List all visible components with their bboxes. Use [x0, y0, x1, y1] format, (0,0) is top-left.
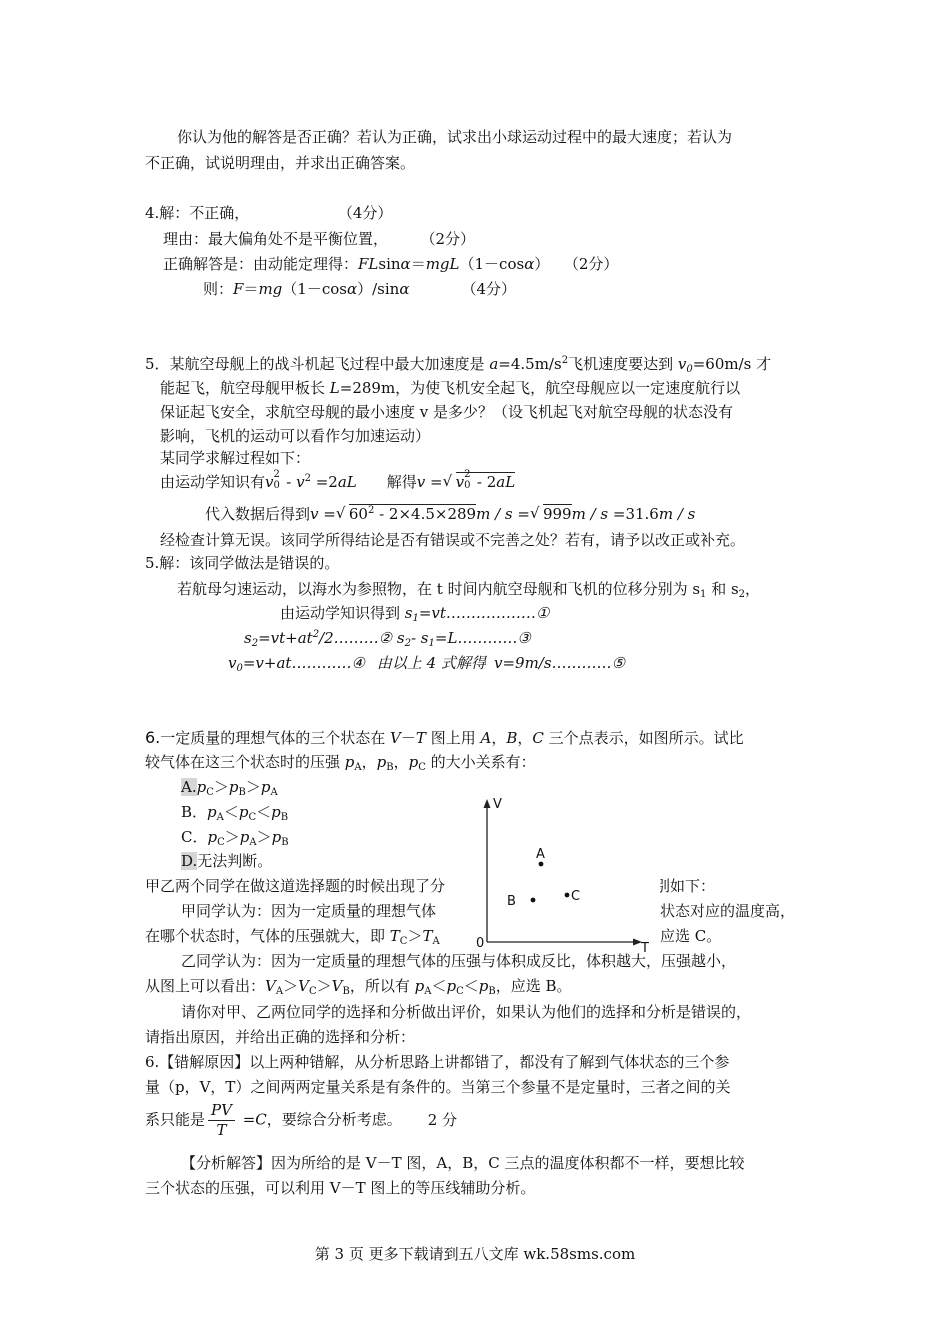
q4-then-term: （1－cos — [282, 280, 347, 298]
q6-var: B — [506, 729, 518, 747]
q6-line11 — [145, 976, 572, 996]
q6-text: ＞ — [256, 828, 272, 846]
q6-var: p — [271, 828, 282, 846]
q4-then-term: ）/sin — [357, 280, 400, 298]
q5-text: 999 — [542, 505, 572, 523]
q6-var: p — [196, 778, 207, 796]
q4-eq-term: （1－cos — [459, 255, 525, 273]
q5-text: 5．某航空母舰上的战斗机起飞过程中最大加速度是 — [145, 355, 490, 373]
q5-circled-number: ① — [535, 604, 550, 622]
q5-line5: 某同学求解过程如下： — [160, 449, 311, 467]
q5-var: aL — [337, 473, 357, 491]
q5-line11 — [280, 603, 549, 623]
q5-sub: 1 — [700, 589, 707, 600]
q6-text: ＞ — [245, 778, 261, 796]
q6-sub: A — [249, 837, 257, 848]
q6-text: 的大小关系有： — [425, 753, 536, 771]
q5-line9: 5.解：该同学做法是错误的。 — [145, 554, 340, 572]
point-b — [531, 898, 536, 903]
q5-text: 若航母匀速运动，以海水为参照物，在 t 时间内航空母舰和飞机的位移分别为 s — [177, 580, 701, 598]
q6-line9a — [145, 926, 440, 946]
option-a — [181, 777, 278, 797]
q5-text: =vt……………… — [418, 604, 536, 622]
q6-var: V — [298, 977, 309, 995]
q5-var: v — [228, 654, 237, 672]
t-axis-label: T — [641, 941, 649, 952]
q6-var: p — [238, 803, 249, 821]
q5-sub: 2 — [251, 638, 259, 649]
q6-var: A — [480, 729, 492, 747]
q5-text: =289m，为使飞机安全起飞，航空母舰应以一定速度航行以 — [339, 379, 741, 397]
q6-var: p — [207, 828, 218, 846]
q6-line9b: 应选 C。 — [660, 927, 722, 945]
q6-sub: A — [354, 762, 362, 773]
q5-line4: 影响，飞机的运动可以看作匀加速运动） — [160, 427, 431, 445]
q5-text: /2……… — [319, 629, 379, 647]
q6-sub: A — [275, 986, 284, 997]
q4-correct-line — [163, 254, 618, 274]
q5-text: - s — [410, 629, 429, 647]
q6-line15: 量（p，V，T）之间两两定量关系是有条件的。当第三个参量不是定量时，三者之间的关 — [145, 1078, 731, 1096]
q5-unit: m / s — [658, 505, 696, 523]
q5-var: v — [310, 505, 319, 523]
q5-text: 代入数据后得到 — [205, 505, 311, 523]
origin-label: 0 — [476, 936, 485, 951]
q4-then-term: α — [399, 280, 410, 298]
q5-var: a — [489, 355, 499, 373]
q4-eq-term: mgL — [425, 255, 460, 273]
q5-line1 — [145, 354, 771, 374]
q6-text: 三个点表示，如图所示。试比 — [543, 729, 744, 747]
q5-var: v — [677, 355, 687, 373]
q6-text: ， — [361, 753, 377, 771]
q6-text: ＞ — [407, 927, 423, 945]
q6-line7a: 甲乙两个同学在做这道选择题的时候出现了分 — [145, 877, 446, 895]
q6-line10: 乙同学认为：因为一定质量的理想气体的压强与体积成反比，体积越大，压强越小， — [181, 952, 737, 970]
option-c — [181, 827, 289, 847]
option-b-letter: B． — [181, 803, 208, 821]
q4-then-term: α — [346, 280, 358, 298]
q6-sub: C — [418, 762, 426, 773]
q6-text: 系只能是 — [145, 1110, 206, 1129]
q6-text: ＜ — [256, 803, 272, 821]
pv-over-t-fraction — [208, 1101, 235, 1140]
q6-line17: 【分析解答】因为所给的是 V－T 图，A，B，C 三点的温度体积都不一样，要想比较 — [181, 1154, 745, 1172]
q5-text: - — [281, 473, 297, 491]
q6-text: ＜ — [431, 977, 447, 995]
q5-circled-number: ④ — [351, 654, 365, 672]
q5-text: =4.5m/s — [498, 355, 562, 373]
q6-sub: C — [456, 986, 464, 997]
q6-var: p — [414, 977, 425, 995]
q5-sup: 2 — [312, 629, 320, 640]
q5-text: v=9m/s………… — [494, 654, 612, 672]
q4-reason-text: 理由：最大偏角处不是平衡位置， — [163, 230, 389, 248]
q6-line8b: 状态对应的温度高， — [660, 902, 796, 920]
v-axis-arrow-icon — [484, 799, 491, 808]
q4-eq-term: α — [524, 255, 535, 273]
q5-line13 — [228, 653, 625, 673]
q4-then-score: （4分） — [461, 280, 517, 298]
q4-then-term: mg — [258, 280, 283, 298]
q6-sub: B — [386, 762, 394, 773]
q5-line2 — [160, 378, 740, 398]
vt-graph — [470, 792, 660, 952]
q5-var: v — [296, 473, 305, 491]
q6-text: 无法判断。 — [197, 852, 273, 870]
q6-var: p — [207, 803, 217, 821]
q6-text: 一定质量的理想气体的三个状态在 — [160, 729, 391, 747]
q6-line16 — [145, 1101, 457, 1140]
q6-var: p — [344, 753, 355, 771]
q5-line12 — [244, 628, 531, 648]
option-c-letter: C． — [181, 828, 208, 846]
q4-eq-term: ＝ — [410, 255, 426, 273]
q5-var: v — [265, 473, 274, 491]
q5-sub: 2 — [738, 589, 746, 600]
q6-sub: A — [270, 787, 278, 798]
q5-var: v — [416, 473, 426, 491]
q6-sub: B — [238, 787, 246, 798]
q6-var: T — [389, 927, 400, 945]
q6-sub: B — [281, 837, 289, 848]
q6-var: V — [390, 729, 401, 747]
q4-question-line2: 不正确，试说明理由，并求出正确答案。 — [145, 154, 416, 172]
point-b-label: B — [507, 894, 516, 909]
q6-text: = — [237, 1110, 256, 1129]
v-axis-label: V — [493, 797, 502, 812]
q5-var: aL — [496, 473, 516, 491]
q5-var: s — [392, 629, 405, 647]
q5-text: =2 — [310, 473, 338, 491]
point-a-label: A — [536, 847, 545, 862]
q6-var: p — [239, 828, 250, 846]
point-c — [565, 893, 570, 898]
q5-text: 由以上 4 式解得 — [376, 654, 486, 672]
q5-var: L — [329, 379, 340, 397]
q6-text: ＜ — [223, 803, 239, 821]
q6-line1 — [145, 728, 744, 748]
q6-sub: C — [308, 986, 317, 997]
q5-unit: m / s — [476, 505, 513, 523]
q5-line10 — [177, 579, 760, 599]
q5-circled-number: ⑤ — [611, 654, 626, 672]
q6-sub: C — [206, 787, 214, 798]
q5-text: 由运动学知识有 — [160, 473, 266, 491]
q5-text: =60m/s 才 — [692, 355, 772, 373]
q5-sub: 1 — [412, 613, 419, 624]
q5-text: =v+at………… — [242, 654, 352, 672]
page-footer: 第 3 页 更多下载请到五八文库 wk.58sms.com — [314, 1245, 636, 1263]
q6-line8a: 甲同学认为：因为一定质量的理想气体 — [181, 902, 437, 920]
q6-text: 从图上可以看出： — [145, 977, 266, 995]
q6-text: ＜ — [463, 977, 479, 995]
q5-sqrt — [336, 504, 476, 524]
q6-var: T — [415, 729, 426, 747]
q5-circled-number: ③ — [517, 629, 531, 647]
option-d — [181, 851, 272, 871]
q5-var: s — [244, 629, 252, 647]
q6-text: ， — [491, 729, 507, 747]
q6-text: ， — [393, 753, 409, 771]
q6-var: T — [422, 927, 433, 945]
q6-text: ＞ — [213, 778, 229, 796]
q6-sub: C — [399, 936, 408, 947]
q5-text: 能起飞，航空母舰甲板长 — [160, 379, 330, 397]
q6-line7b: 别如下： — [655, 877, 716, 895]
q5-sub: 0 — [236, 663, 243, 674]
q6-score: 2 分 — [427, 1110, 458, 1129]
q6-text: ＞ — [283, 977, 299, 995]
q6-sub: A — [424, 986, 432, 997]
q6-var: p — [446, 977, 457, 995]
q6-var: p — [260, 778, 271, 796]
q6-text: ，应选 B。 — [495, 977, 572, 995]
q6-line18: 三个状态的压强，可以利用 V－T 图上的等压线辅助分析。 — [145, 1179, 536, 1197]
q6-var: p — [478, 977, 489, 995]
q5-text: 飞机速度要达到 — [568, 355, 678, 373]
q5-line3: 保证起飞安全，求航空母舰的最小速度 v 是多少？（设飞机起飞对航空母舰的状态没有 — [160, 403, 734, 421]
fraction-denominator: T — [216, 1121, 227, 1139]
q4-then-term: F — [233, 280, 244, 298]
option-a-letter: A. — [181, 778, 197, 796]
q4-then-line — [203, 279, 516, 299]
q5-sub: 1 — [428, 638, 435, 649]
q4-solution-text: 4.解：不正确， — [145, 204, 250, 222]
q6-text: 较气体在这三个状态时的压强 — [145, 753, 345, 771]
q5-text: =31.6 — [608, 505, 659, 523]
q6-sub: A — [432, 936, 440, 947]
q6-var: p — [408, 753, 419, 771]
option-b — [181, 802, 288, 822]
q6-sub: B — [342, 986, 350, 997]
point-c-label: C — [571, 889, 581, 904]
q5-sqrt — [530, 504, 572, 524]
q5-text: 和 s — [706, 580, 739, 598]
q5-line7 — [205, 504, 695, 524]
q4-then-term: ＝ — [243, 280, 259, 298]
q4-eq-term: ） — [534, 255, 550, 273]
q6-text: ，要综合分析考虑。 — [266, 1110, 402, 1129]
q5-line6: 由运动学知识有v 2 0 - $v^2 =2aL$ 解得v =√ v 2 0 - 2aL — [160, 472, 515, 492]
q4-reason-score: （2分） — [428, 230, 476, 248]
q5-sup: 2 — [561, 355, 569, 366]
q6-sub: C — [217, 837, 225, 848]
q5-text: 由运动学知识得到 — [280, 604, 405, 622]
q6-sub: C — [248, 812, 257, 823]
point-a — [539, 862, 544, 867]
q6-var: C — [255, 1110, 267, 1129]
q5-sup: 2 — [304, 473, 311, 484]
q4-solution-line — [145, 203, 392, 223]
q5-text: - 2 — [472, 473, 497, 491]
q5-text: =vt+at — [258, 629, 313, 647]
q6-sub: B — [280, 812, 289, 823]
q4-solution-score: （4分） — [345, 204, 393, 222]
q4-correct-score: （2分） — [571, 255, 619, 273]
q6-text: － — [400, 729, 416, 747]
q5-var: s — [404, 604, 413, 622]
q5-line8: 经检查计算无误。该同学所得结论是否有错误或不完善之处？若有，请予以改正或补充。 — [160, 531, 746, 549]
q6-text: ， — [517, 729, 533, 747]
q5-sub: 2 — [404, 638, 411, 649]
q6-text: ＞ — [316, 977, 332, 995]
q5-var: v — [455, 473, 465, 491]
q4-eq-term: sin — [378, 255, 401, 273]
q6-var: p — [228, 778, 239, 796]
fraction-numerator: PV — [208, 1101, 235, 1121]
q6-line2 — [145, 752, 536, 772]
q5-unit: m / s — [571, 505, 609, 523]
q6-text: 图上用 — [425, 729, 481, 747]
q4-question-line1: 你认为他的解答是否正确？若认为正确，试求出小球运动过程中的最大速度；若认为 — [177, 128, 733, 146]
q6-text: 在哪个状态时，气体的压强就大，即 — [145, 927, 390, 945]
q4-eq-term: α — [400, 255, 411, 273]
q6-var: V — [265, 977, 276, 995]
q5-sup: 2 — [367, 505, 375, 516]
q5-circled-number: ② — [378, 629, 393, 647]
q5-text: 解得 — [386, 473, 417, 491]
q5-text: 60 — [348, 505, 368, 523]
q6-number: 6. — [145, 728, 161, 747]
q5-text: = — [318, 505, 336, 523]
q4-correct-text: 正确解答是：由动能定理得： — [163, 255, 359, 273]
q6-var: p — [376, 753, 387, 771]
q6-line14: 6.【错解原因】以上两种错解，从分析思路上讲都错了，都没有了解到气体状态的三个参 — [145, 1053, 730, 1071]
q5-text: = — [425, 473, 443, 491]
q4-then-term: 则： — [203, 280, 234, 298]
q5-text: - 2×4.5×289 — [374, 505, 477, 523]
q5-text: = — [512, 505, 530, 523]
q6-text: ，所以有 — [349, 977, 415, 995]
q5-sqrt: √ v 2 0 - 2aL — [443, 472, 516, 492]
q6-text: ＞ — [224, 828, 240, 846]
q5-text: =L………… — [434, 629, 518, 647]
q6-var: C — [532, 729, 544, 747]
q5-sub: 0 — [686, 364, 693, 375]
q6-line12: 请你对甲、乙两位同学的选择和分析做出评价，如果认为他们的选择和分析是错误的， — [181, 1003, 752, 1021]
q6-var: V — [331, 977, 343, 995]
q4-eq-term: FL — [358, 255, 379, 273]
q6-sub: A — [216, 812, 224, 823]
q6-var: p — [271, 803, 281, 821]
q4-reason-line — [163, 229, 475, 249]
option-d-letter: D. — [181, 852, 198, 870]
q5-text: ， — [745, 580, 761, 598]
q6-line13: 请指出原因，并给出正确的选择和分析： — [145, 1028, 416, 1046]
q6-sub: B — [488, 986, 496, 997]
